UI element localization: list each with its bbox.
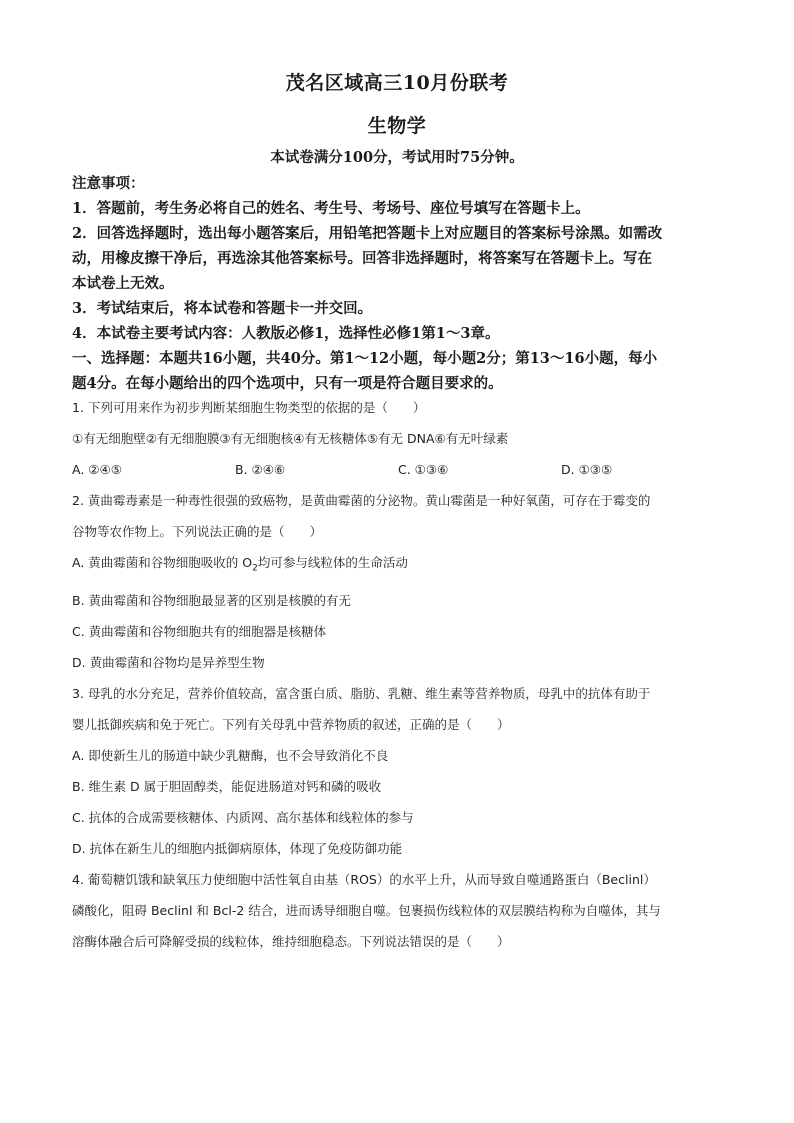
exam-title: 茂名区域高三10月份联考 <box>285 72 509 94</box>
question-2-option-a <box>72 547 724 585</box>
questions <box>72 392 724 957</box>
notice-item: 1．答题前，考生务必将自己的姓名、考生号、考场号、座位号填写在答题卡上。 <box>72 200 590 217</box>
section-heading: 题4分。在每小题给出的四个选项中，只有一项是符合题目要求的。 <box>72 375 503 392</box>
notice-item: 本试卷上无效。 <box>72 275 174 292</box>
subscript: 2 <box>252 563 258 574</box>
option-text: A. 黄曲霉菌和谷物细胞吸收的 O <box>72 555 253 570</box>
question-3-option-b: B. 维生素 D 属于胆固醇类，能促进肠道对钙和磷的吸收 <box>72 778 382 794</box>
question-2-stem: 2. 黄曲霉毒素是一种毒性很强的致癌物，是黄曲霉菌的分泌物。黄山霉菌是一种好氧菌，可存在于霉变的 <box>72 493 651 508</box>
question-3-option-a: A. 即使新生儿的肠道中缺少乳糖酶，也不会导致消化不良 <box>72 747 389 763</box>
question-2-option-c: C. 黄曲霉菌和谷物细胞共有的细胞器是核糖体 <box>72 623 327 639</box>
option-text: 均可参与线粒体的生命活动 <box>257 555 408 570</box>
question-4-stem: 溶酶体融合后可降解受损的线粒体，维持细胞稳态。下列说法错误的是（ ） <box>72 933 510 949</box>
notice-heading: 注意事项： <box>72 175 145 192</box>
notice-section <box>72 171 724 396</box>
section-heading: 一、选择题：本题共16小题，共40分。第1～12小题，每小题2分；第13～16小题，每小 <box>72 350 658 367</box>
option-c: C. ①③⑥ <box>398 462 449 477</box>
question-4-stem: 4. 葡萄糖饥饿和缺氧压力使细胞中活性氧自由基（ROS）的水平上升，从而导致自噬通路蛋白（Beclinl） <box>72 871 656 887</box>
question-1-items: ①有无细胞壁②有无细胞膜③有无细胞核④有无核糖体⑤有无 DNA⑥有无叶绿素 <box>72 431 509 446</box>
question-3-option-d: D. 抗体在新生儿的细胞内抵御病原体，体现了免疫防御功能 <box>72 840 403 856</box>
question-4-stem: 磷酸化，阻碍 Beclinl 和 Bcl-2 结合，进而诱导细胞自噬。包裹损伤线粒体的双层膜结构称为自噬体，其与 <box>72 902 661 918</box>
question-3-stem: 婴儿抵御疾病和免于死亡。下列有关母乳中营养物质的叙述，正确的是（ ） <box>72 716 510 732</box>
exam-intro: 本试卷满分100分，考试用时75分钟。 <box>270 149 524 166</box>
subject-title: 生物学 <box>367 115 427 137</box>
notice-item: 3．考试结束后，将本试卷和答题卡一并交回。 <box>72 300 373 317</box>
question-1-options <box>72 454 724 485</box>
question-2-stem: 谷物等农作物上。下列说法正确的是（ ） <box>72 524 323 539</box>
question-3-option-c: C. 抗体的合成需要核糖体、内质网、高尔基体和线粒体的参与 <box>72 809 414 825</box>
notice-item: 动，用橡皮擦干净后，再选涂其他答案标号。回答非选择题时，将答案写在答题卡上。写在 <box>72 250 652 267</box>
question-3-stem: 3. 母乳的水分充足，营养价值较高，富含蛋白质、脂肪、乳糖、维生素等营养物质，母乳中的抗体有助于 <box>72 685 651 701</box>
question-2-option-b: B. 黄曲霉菌和谷物细胞最显著的区别是核膜的有无 <box>72 592 352 608</box>
option-d: D. ①③⑤ <box>561 462 613 477</box>
option-a: A. ②④⑤ <box>72 462 122 477</box>
question-2-option-d: D. 黄曲霉菌和谷物均是异养型生物 <box>72 654 265 670</box>
notice-item: 4．本试卷主要考试内容：人教版必修1，选择性必修1第1～3章。 <box>72 325 500 342</box>
notice-item: 2．回答选择题时，选出每小题答案后，用铅笔把答题卡上对应题目的答案标号涂黑。如需改 <box>72 225 663 242</box>
option-b: B. ②④⑥ <box>235 462 286 477</box>
question-1-stem: 1. 下列可用来作为初步判断某细胞生物类型的依据的是（ ） <box>72 400 426 415</box>
